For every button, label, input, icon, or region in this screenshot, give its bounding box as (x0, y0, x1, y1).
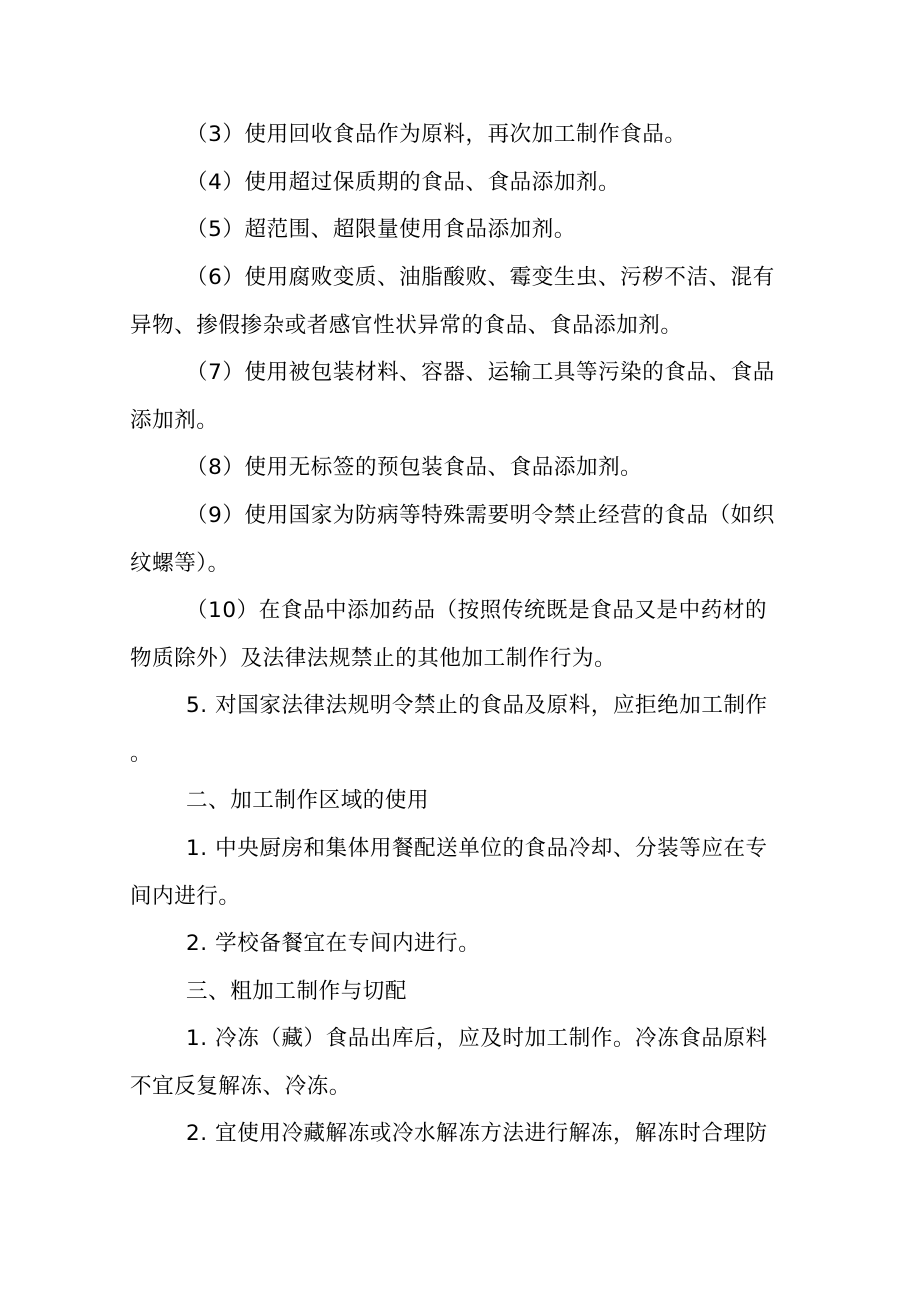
paragraph-item-9-continued: 纹螺等）。 (130, 551, 230, 576)
section-heading-2: 二、加工制作区域的使用 (186, 788, 430, 813)
paragraph-section3-item-2: 2. 宜使用冷藏解冻或冷水解冻方法进行解冻，解冻时合理防 (186, 1121, 768, 1146)
paragraph-item-9: （9）使用国家为防病等特殊需要明令禁止经营的食品（如织 (186, 503, 775, 528)
paragraph-item-10: （10）在食品中添加药品（按照传统既是食品又是中药材的 (186, 598, 768, 623)
paragraph-section2-item-2: 2. 学校备餐宜在专间内进行。 (186, 931, 481, 956)
section-heading-3: 三、粗加工制作与切配 (186, 979, 408, 1004)
paragraph-section3-item-1-continued: 不宜反复解冻、冷冻。 (130, 1074, 352, 1099)
paragraph-item-7: （7）使用被包装材料、容器、运输工具等污染的食品、食品 (186, 360, 775, 385)
paragraph-rule-5-continued: 。 (130, 741, 153, 766)
paragraph-item-4: （4）使用超过保质期的食品、食品添加剂。 (186, 170, 621, 195)
paragraph-item-3: （3）使用回收食品作为原料，再次加工制作食品。 (186, 122, 687, 147)
paragraph-item-6-continued: 异物、掺假掺杂或者感官性状异常的食品、食品添加剂。 (130, 313, 683, 338)
paragraph-section2-item-1: 1. 中央厨房和集体用餐配送单位的食品冷却、分装等应在专 (186, 836, 768, 861)
paragraph-item-10-continued: 物质除外）及法律法规禁止的其他加工制作行为。 (130, 646, 617, 671)
paragraph-section2-item-1-continued: 间内进行。 (130, 884, 241, 909)
paragraph-item-5: （5）超范围、超限量使用食品添加剂。 (186, 217, 576, 242)
paragraph-item-7-continued: 添加剂。 (130, 408, 219, 433)
paragraph-section3-item-1: 1. 冷冻（藏）食品出库后，应及时加工制作。冷冻食品原料 (186, 1026, 768, 1051)
paragraph-item-6: （6）使用腐败变质、油脂酸败、霉变生虫、污秽不洁、混有 (186, 265, 775, 290)
paragraph-item-8: （8）使用无标签的预包装食品、食品添加剂。 (186, 455, 643, 480)
paragraph-rule-5: 5. 对国家法律法规明令禁止的食品及原料，应拒绝加工制作 (186, 693, 768, 718)
